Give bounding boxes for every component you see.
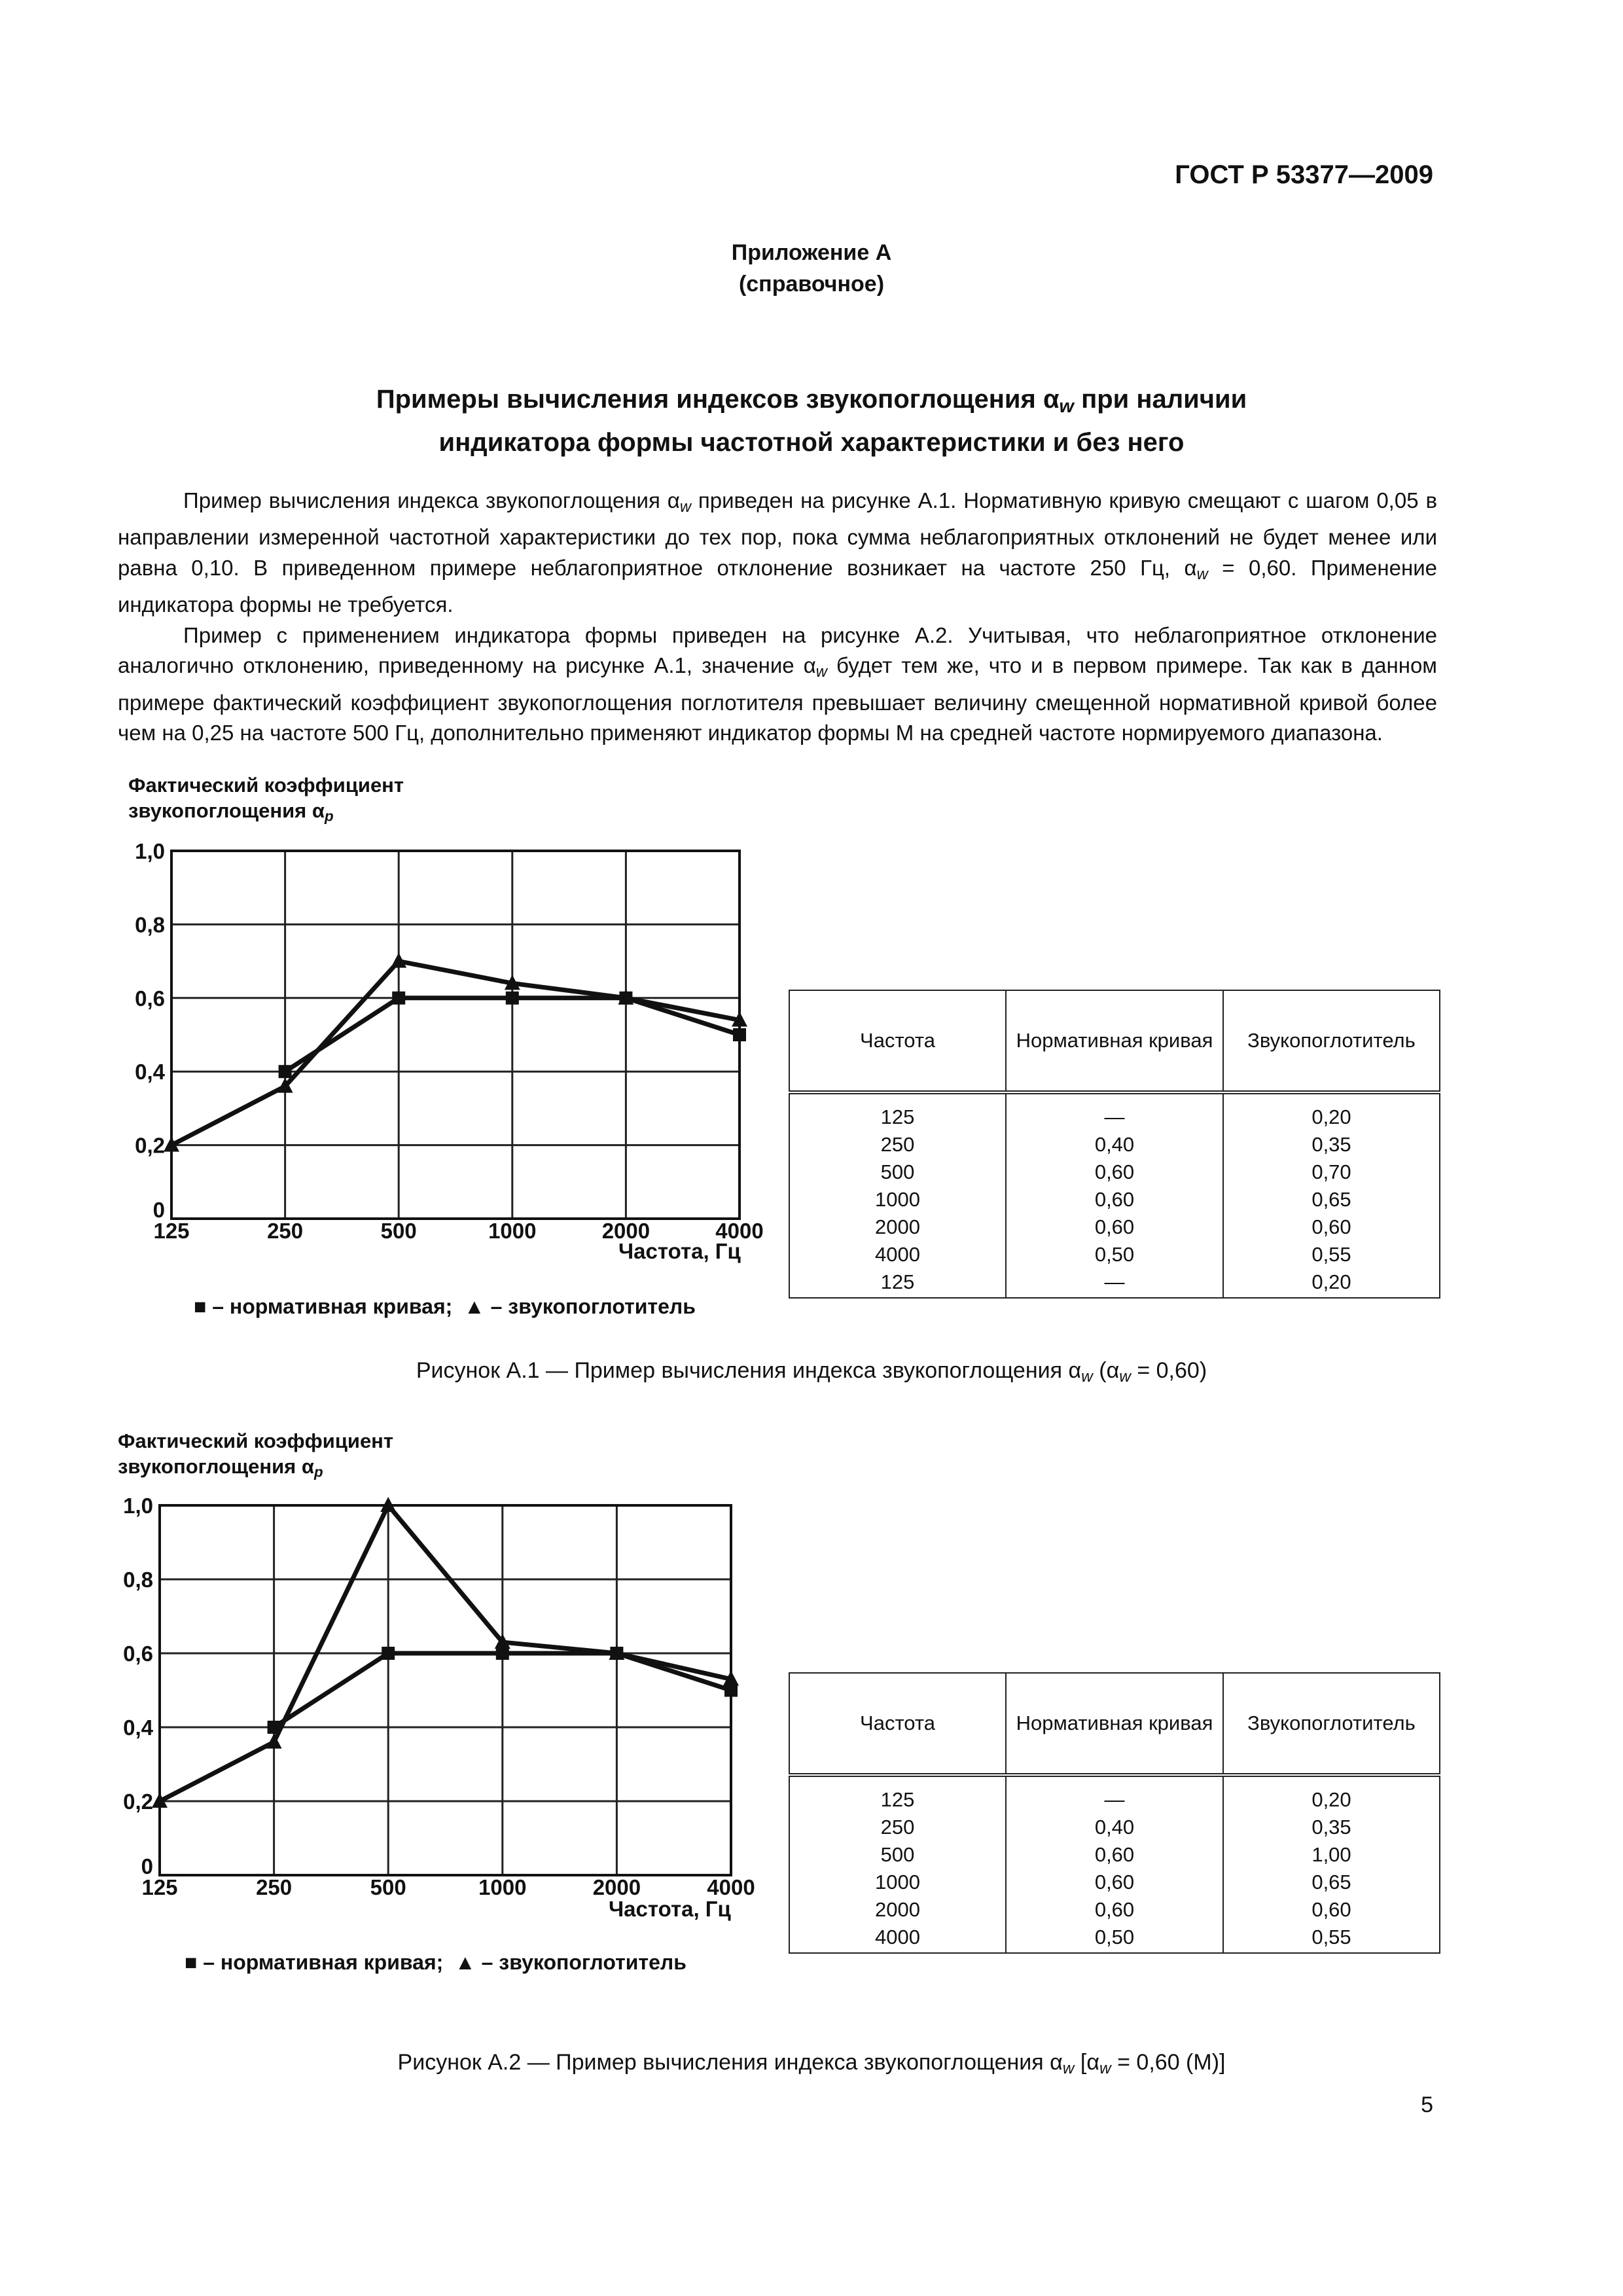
cell-absorber: 0,20 [1223, 1092, 1440, 1131]
x-tick-label: 2000 [592, 1875, 641, 1899]
table-row [789, 1092, 1440, 1131]
table-row [789, 1213, 1440, 1241]
table-row [789, 1775, 1440, 1814]
table-row [789, 1186, 1440, 1213]
subscript: p [324, 808, 334, 825]
caption-text: Рисунок А.1 — Пример вычисления индекса звукопоглощения [416, 1358, 1069, 1383]
cell-normative: — [1006, 1092, 1223, 1131]
cell-frequency: 250 [789, 1131, 1006, 1158]
y-label-line: Фактический коэффициент [128, 774, 404, 797]
cell-absorber: 0,20 [1223, 1775, 1440, 1814]
table-row [789, 1268, 1440, 1298]
cell-normative: 0,50 [1006, 1924, 1223, 1953]
cell-frequency: 500 [789, 1158, 1006, 1186]
cell-normative: 0,60 [1006, 1186, 1223, 1213]
alpha-symbol: α [667, 488, 680, 512]
figure-1-x-axis-label: Частота, Гц [618, 1239, 741, 1263]
cell-frequency: 2000 [789, 1213, 1006, 1241]
y-tick-label: 0 [152, 1198, 165, 1222]
x-tick-label: 125 [153, 1219, 190, 1243]
header-absorber: Звукопоглотитель [1223, 990, 1440, 1092]
table-row [789, 1131, 1440, 1158]
header-frequency: Частота [789, 1673, 1006, 1775]
cell-normative: 0,60 [1006, 1158, 1223, 1186]
paragraph-1 [118, 486, 1437, 620]
cell-normative: 0,60 [1006, 1869, 1223, 1896]
cell-absorber: 0,55 [1223, 1924, 1440, 1953]
alpha-symbol: α [1106, 1358, 1120, 1383]
subscript: w [1059, 396, 1074, 418]
y-tick-label: 0,6 [123, 1641, 153, 1666]
y-label-line: Фактический коэффициент [118, 1429, 394, 1452]
title-text: Примеры вычисления индексов звукопоглощения [376, 385, 1043, 414]
legend-absorber: ▲ – звукопоглотитель [455, 1950, 687, 1974]
caption-text: = 0,60 (М)] [1111, 2050, 1226, 2075]
cell-normative: 0,60 [1006, 1896, 1223, 1924]
document-id: ГОСТ Р 53377—2009 [1175, 160, 1433, 189]
alpha-symbol: α [1043, 385, 1060, 414]
cell-normative: 0,50 [1006, 1241, 1223, 1268]
text: Пример вычисления индекса звукопоглощения [183, 488, 668, 512]
figure-1-chart [98, 831, 785, 1283]
data-point-square [382, 1647, 395, 1660]
caption-text: Рисунок А.2 — Пример вычисления индекса звукопоглощения [397, 2050, 1050, 2075]
y-tick-label: 0,2 [135, 1133, 165, 1158]
y-tick-label: 0,8 [123, 1568, 153, 1592]
y-tick-label: 0,6 [135, 986, 165, 1011]
page-number: 5 [1421, 2092, 1433, 2117]
cell-frequency: 1000 [789, 1869, 1006, 1896]
paragraph-2 [118, 620, 1437, 749]
header-normative-curve: Нормативная кривая [1006, 1673, 1223, 1775]
y-tick-label: 1,0 [123, 1494, 153, 1518]
cell-normative: 0,40 [1006, 1131, 1223, 1158]
y-label-text: звукопоглощения [118, 1455, 302, 1478]
cell-frequency: 500 [789, 1841, 1006, 1869]
subscript: w [815, 663, 827, 681]
x-tick-label: 250 [267, 1219, 304, 1243]
figure-1-caption [0, 1358, 1623, 1386]
table-row [789, 1924, 1440, 1953]
cell-absorber: 0,65 [1223, 1186, 1440, 1213]
cell-frequency: 125 [789, 1268, 1006, 1298]
header-absorber: Звукопоглотитель [1223, 1673, 1440, 1775]
appendix-type: (справочное) [738, 272, 885, 296]
legend-normative-curve: ■ – нормативная кривая; [185, 1950, 444, 1974]
cell-frequency: 4000 [789, 1924, 1006, 1953]
subscript: w [679, 497, 691, 516]
figure-2-x-axis-label: Частота, Гц [609, 1897, 731, 1921]
series-line-absorber [171, 961, 740, 1145]
legend-absorber: ▲ – звукопоглотитель [464, 1295, 696, 1318]
figure-2-y-axis-label [118, 1428, 393, 1485]
y-label-line [118, 1454, 393, 1485]
text: Пример с применением индикатора формы приведен на рисунке А.2. Учитывая, что неблагоприятное отклонение аналогично отклонению, приведенному на рисунке А.1, значение [118, 622, 1437, 678]
body-text [118, 486, 1437, 749]
y-tick-label: 0,4 [123, 1715, 153, 1740]
cell-normative: 0,60 [1006, 1213, 1223, 1241]
header-normative-curve: Нормативная кривая [1006, 990, 1223, 1092]
y-tick-label: 0,4 [135, 1060, 165, 1085]
x-tick-label: 1000 [488, 1219, 537, 1243]
plot-frame [160, 1505, 731, 1875]
data-point-square [392, 992, 405, 1005]
x-tick-label: 1000 [478, 1875, 527, 1899]
cell-absorber: 0,55 [1223, 1241, 1440, 1268]
subscript: p [313, 1463, 323, 1480]
section-title [0, 382, 1623, 461]
subscript: w [1119, 1368, 1131, 1386]
x-tick-label: 500 [380, 1219, 417, 1243]
legend-normative-curve: ■ – нормативная кривая; [194, 1295, 453, 1318]
x-tick-label: 500 [370, 1875, 406, 1899]
alpha-symbol: α [1050, 2050, 1063, 2075]
text: будет тем же, что и в первом примере. Так как в данном примере фактический коэффициент звукопоглощения поглотителя превышает величину смещенной нормативной кривой более чем на 0,25 на частоте 500 Гц, дополнительно применяют индикатор формы М на средней частоте нормируемого диапазона. [118, 653, 1437, 745]
subscript: w [1196, 565, 1208, 583]
table-row [789, 1869, 1440, 1896]
alpha-symbol: α [1086, 2050, 1100, 2075]
alpha-symbol: α [803, 653, 816, 678]
figure-2-legend [185, 1950, 687, 1975]
cell-absorber: 0,65 [1223, 1869, 1440, 1896]
cell-absorber: 1,00 [1223, 1841, 1440, 1869]
x-tick-label: 250 [256, 1875, 293, 1899]
data-point-square [279, 1065, 292, 1078]
cell-absorber: 0,60 [1223, 1896, 1440, 1924]
table-row [789, 1896, 1440, 1924]
alpha-symbol: α [1068, 1358, 1082, 1383]
y-label-line [128, 798, 404, 829]
x-tick-label: 4000 [707, 1875, 755, 1899]
alpha-symbol: α [1184, 555, 1197, 580]
table-row [789, 1814, 1440, 1841]
figure-1-y-axis-label [128, 772, 404, 829]
cell-frequency: 125 [789, 1775, 1006, 1814]
caption-text: ( [1092, 1358, 1107, 1383]
alpha-symbol: α [301, 1455, 314, 1478]
title-text: при наличии [1073, 385, 1247, 414]
subscript: w [1099, 2060, 1111, 2078]
y-tick-label: 1,0 [135, 839, 165, 863]
caption-text: = 0,60) [1130, 1358, 1207, 1383]
cell-frequency: 125 [789, 1092, 1006, 1131]
appendix-label: Приложение А [731, 240, 892, 265]
cell-normative: — [1006, 1268, 1223, 1298]
cell-frequency: 1000 [789, 1186, 1006, 1213]
alpha-symbol: α [312, 799, 325, 822]
data-point-square [733, 1028, 746, 1041]
cell-absorber: 0,35 [1223, 1814, 1440, 1841]
subscript: w [1062, 2060, 1075, 2078]
table-row [789, 1241, 1440, 1268]
text: = 0,60. Применение индикатора формы не требуется. [118, 555, 1437, 617]
y-tick-label: 0,8 [135, 912, 165, 937]
figure-2-table [789, 1672, 1440, 1954]
header-frequency: Частота [789, 990, 1006, 1092]
cell-absorber: 0,20 [1223, 1268, 1440, 1298]
figure-2-caption [0, 2050, 1623, 2078]
cell-absorber: 0,60 [1223, 1213, 1440, 1241]
figure-1-table [789, 990, 1440, 1299]
title-line-2: индикатора формы частотной характеристики и без него [438, 428, 1185, 457]
y-tick-label: 0 [141, 1854, 153, 1878]
cell-frequency: 4000 [789, 1241, 1006, 1268]
cell-absorber: 0,70 [1223, 1158, 1440, 1186]
cell-absorber: 0,35 [1223, 1131, 1440, 1158]
figure-1-legend [194, 1295, 696, 1319]
cell-frequency: 250 [789, 1814, 1006, 1841]
x-tick-label: 2000 [601, 1219, 651, 1243]
title-line-1 [0, 382, 1623, 425]
x-tick-label: 4000 [715, 1219, 764, 1243]
cell-frequency: 2000 [789, 1896, 1006, 1924]
subscript: w [1081, 1368, 1093, 1386]
data-point-square [506, 992, 519, 1005]
y-label-text: звукопоглощения [128, 799, 312, 822]
table-row [789, 1158, 1440, 1186]
cell-normative: 0,40 [1006, 1814, 1223, 1841]
caption-text: [ [1074, 2050, 1087, 2075]
text: приведен на рисунке А.1. Нормативную кривую смещают с шагом 0,05 в направлении измеренной частотной характеристики до тех пор, пока сумма неблагоприятных отклонений не будет менее или равна 0,10. В приведенном примере неблагоприятное отклонение возникает на частоте 250 Гц, [118, 488, 1437, 580]
cell-normative: 0,60 [1006, 1841, 1223, 1869]
appendix-heading [0, 237, 1623, 300]
x-tick-label: 125 [141, 1875, 178, 1899]
table-row [789, 1841, 1440, 1869]
figure-2-chart [98, 1486, 779, 1937]
cell-normative: — [1006, 1775, 1223, 1814]
y-tick-label: 0,2 [123, 1789, 153, 1814]
plot-frame [171, 851, 740, 1219]
